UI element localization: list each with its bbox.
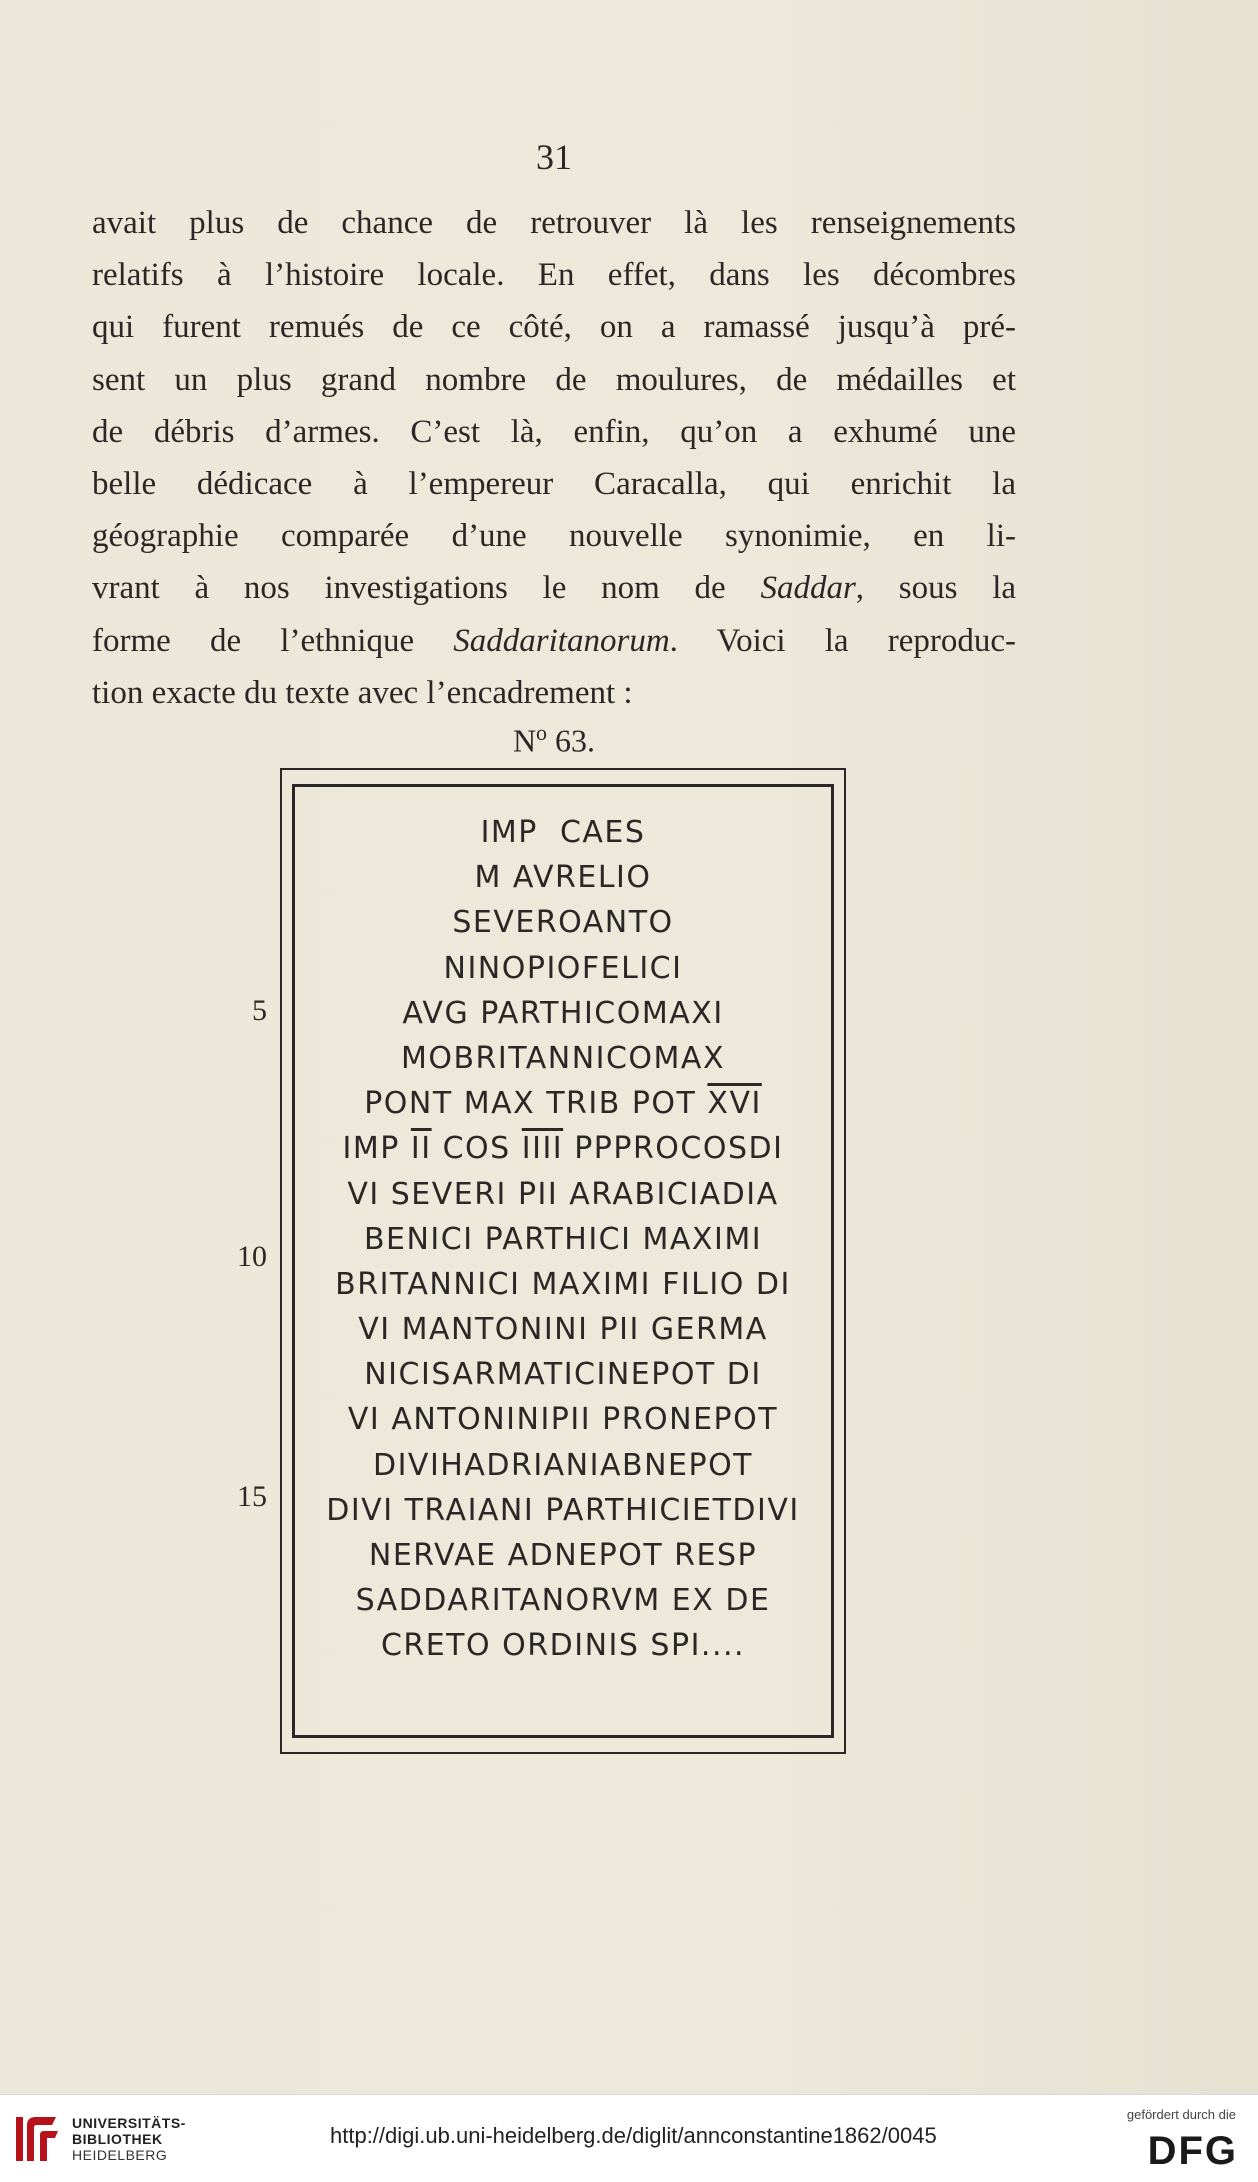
inscription-line: SEVEROANTO xyxy=(452,905,674,941)
text-line: qui furent remués de ce côté, on a ramassé jusqu’à pré- xyxy=(92,309,1016,346)
text-line xyxy=(92,562,1016,614)
text-fragment: vrant à nos investigations le nom de xyxy=(92,570,726,607)
inscription-line: MOBRITANNICOMAX xyxy=(400,1040,726,1076)
text-line: géographie comparée d’une nouvelle synonimie, en li- xyxy=(92,518,1016,555)
page-number: 31 xyxy=(536,137,572,177)
text-line: relatifs à l’histoire locale. En effet, dans les décombres xyxy=(92,257,1016,294)
source-url[interactable]: http://digi.ub.uni-heidelberg.de/diglit/annconstantine1862/0045 xyxy=(330,2123,937,2148)
inscription-line xyxy=(292,1126,834,1171)
text-line xyxy=(92,615,1016,667)
inscription-line: NICISARMATICINEPOT DI xyxy=(364,1357,762,1393)
caption-sup: o xyxy=(536,720,548,745)
inscription-fragment: PONT MAX TRIB POT xyxy=(364,1086,708,1122)
line-marker: 10 xyxy=(237,1240,267,1273)
inscription-line: VI MANTONINI PII GERMA xyxy=(358,1312,768,1348)
library-name-line: UNIVERSITÄTS- xyxy=(72,2115,186,2131)
inscription-fragment: PPPROCOSDI xyxy=(563,1131,784,1167)
inscription-number xyxy=(0,720,1108,760)
inscription-line: NINOPIOFELICI xyxy=(443,950,683,986)
library-name-line: BIBLIOTHEK xyxy=(72,2131,163,2147)
text-fragment: , sous la xyxy=(855,570,1016,607)
inscription-line xyxy=(292,1081,834,1126)
inscription-line: AVG PARTHICOMAXI xyxy=(402,995,724,1031)
inscription-line: VI SEVERI PII ARABICIADIA xyxy=(347,1176,779,1212)
text-line: de débris d’armes. C’est là, enfin, qu’on a exhumé une xyxy=(92,413,1016,450)
inscription-fragment: COS xyxy=(431,1131,522,1167)
text-line: belle dédicace à l’empereur Caracalla, qui enrichit la xyxy=(92,465,1016,502)
inscription-line: M AVRELIO xyxy=(474,860,652,896)
line-marker: 15 xyxy=(237,1480,267,1513)
line-marker: 5 xyxy=(252,994,267,1027)
inscription-line: NERVAE ADNEPOT RESP xyxy=(368,1538,758,1573)
inscription-line: VI ANTONINIPII PRONEPOT xyxy=(347,1402,779,1438)
overlined-numeral: IIII xyxy=(521,1131,564,1167)
place-name-saddar: Saddar xyxy=(760,570,856,607)
library-logo-icon xyxy=(12,2111,64,2167)
text-line: sent un plus grand nombre de moulures, de médailles et xyxy=(92,361,1016,398)
library-name xyxy=(72,2115,186,2163)
dfg-logo: DFG xyxy=(1147,2129,1238,2173)
overlined-numeral: $\overline{II}$ xyxy=(410,1131,432,1167)
inscription-line: BRITANNICI MAXIMI FILIO DI xyxy=(335,1266,791,1302)
inscription-line: IMP CAES xyxy=(480,815,646,850)
text-fragment: . Voici la reproduc- xyxy=(669,622,1016,659)
text-line: avait plus de chance de retrouver là les renseignements xyxy=(92,205,1016,241)
digitization-footer xyxy=(0,2094,1258,2182)
inscription-text xyxy=(292,810,834,1669)
caption-prefix: N xyxy=(512,722,537,759)
inscription-fragment: IMP xyxy=(342,1131,411,1167)
caption-number: 63. xyxy=(555,722,596,759)
inscription-line: BENICI PARTHICI MAXIMI xyxy=(363,1221,763,1257)
inscription-line: SADDARITANORVM EX DE xyxy=(355,1583,771,1619)
inscription-line: DIVIHADRIANIABNEPOT xyxy=(372,1447,754,1483)
overlined-numeral: $\overline{XVI}$ xyxy=(707,1086,762,1122)
inscription-line: DIVI TRAIANI PARTHICIETDIVI xyxy=(326,1492,800,1528)
body-paragraph xyxy=(92,197,1016,719)
library-name-line: HEIDELBERG xyxy=(72,2147,168,2163)
ethnic-name-saddaritanorum: Saddaritanorum xyxy=(453,622,670,659)
inscription-line: CRETO ORDINIS SPI.... xyxy=(380,1628,746,1664)
text-line: tion exacte du texte avec l’encadrement : xyxy=(92,674,633,711)
text-fragment: forme de l’ethnique xyxy=(92,622,415,659)
funding-label: gefördert durch die xyxy=(1126,2107,1236,2122)
